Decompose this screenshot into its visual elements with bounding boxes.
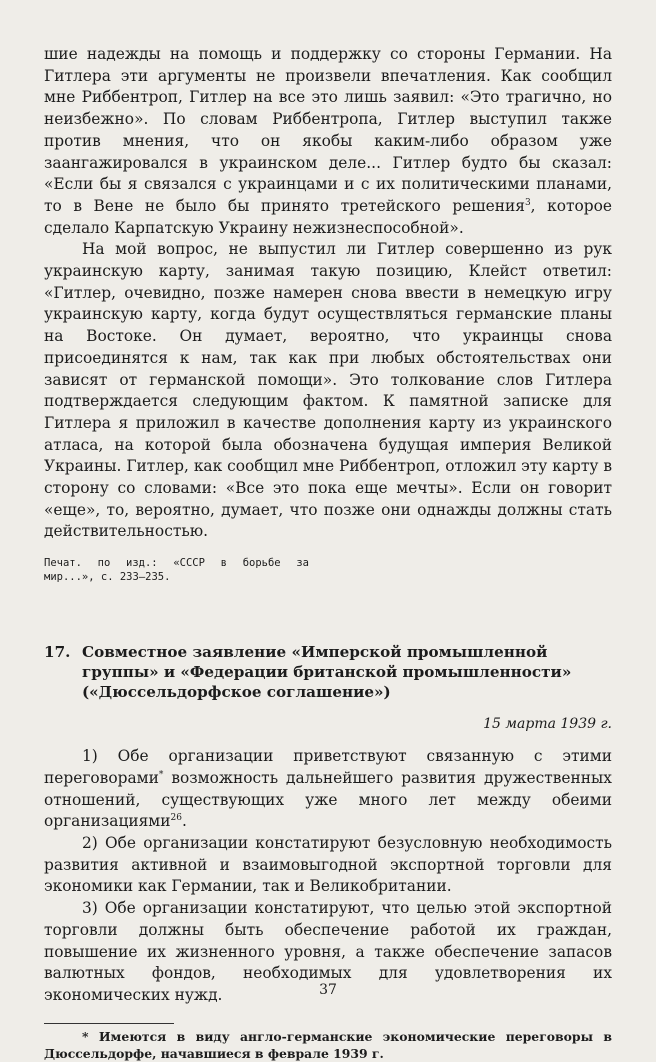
page-number: 37	[319, 982, 337, 998]
footnote-marker: *	[158, 769, 164, 780]
clause-1-end: .	[182, 812, 187, 831]
footnote: * Имеются в виду англо-германские экономические переговоры в Дюссельдорфе, начавшиеся в феврале 1939 г.	[44, 1028, 612, 1061]
clause-1-start: 1) Обе организации приветствуют связанную с этими переговорами	[44, 747, 612, 787]
clause-3: 3) Обе организации констатируют, что целью этой экспортной торговли должны быть обеспечение работой их граждан, повышение их жизненного уровня, а также обеспечение запасов валютных фондов, необходимых для удовлетворения их экономических нужд.	[44, 899, 612, 1004]
clause-1	[44, 746, 612, 833]
footnote-reference: 3	[524, 197, 531, 208]
section-title: Совместное заявление «Имперской промышленной группы» и «Федерации британской промышленности» («Дюссельдорфское соглашение»)	[82, 643, 572, 702]
clause-2: 2) Обе организации констатируют безусловную необходимость развития активной и взаимовыгодной экспортной торговли для экономики как Германии, так и Великобритании.	[44, 833, 612, 896]
paragraph-text: шие надежды на помощь и поддержку со стороны Германии. На Гитлера эти аргументы не произвели впечатления. Как сообщил мне Риббентроп, Гитлер на все это лишь заявил: «Это трагично, но неизбежно». По словам Риббентропа, Гитлер выступил также против мнения, что он якобы каким-либо образом уже заангажировался в украинском деле... Гитлер будто бы сказал: «Если бы я связался с украинцами и с их политическими планами, то в Вене не было бы принято третейского решения	[44, 45, 612, 215]
clause-1-text: возможность дальнейшего развития дружественных отношений, существующих уже много лет между обеими организациями	[44, 768, 612, 831]
section-heading	[44, 642, 612, 702]
paragraph-text-tail: , которое сделало Карпатскую Украину нежизнеспособной».	[44, 196, 612, 237]
footnote-divider	[44, 1023, 174, 1024]
section-number: 17.	[44, 643, 71, 662]
source-note: Печат. по изд.: «СССР в борьбе за мир...», с. 233—235.	[44, 557, 309, 584]
paragraph-continued	[44, 44, 612, 239]
page-content	[44, 44, 612, 1062]
endnote-reference: 26	[170, 813, 182, 824]
paragraph-kleist-answer: На мой вопрос, не выпустил ли Гитлер совершенно из рук украинскую карту, занимая такую позицию, Клейст ответил: «Гитлер, очевидно, позже намерен снова ввести в немецкую игру украинскую карту, когда будут осуществляться германские планы на Востоке. Он думает, вероятно, что украинцы снова присоединятся к нам, так как при любых обстоятельствах они зависят от германской помощи». Это толкование слов Гитлера подтверждается следующим фактом. К памятной записке для Гитлера я приложил в качестве дополнения карту из украинского атласа, на которой была обозначена будущая империя Великой Украины. Гитлер, как сообщил мне Риббентроп, отложил эту карту в сторону со словами: «Все это пока еще мечты». Если он говорит «еще», то, вероятно, думает, что позже они однажды должны стать действительностью.	[44, 240, 612, 541]
document-date: 15 марта 1939 г.	[483, 716, 612, 733]
